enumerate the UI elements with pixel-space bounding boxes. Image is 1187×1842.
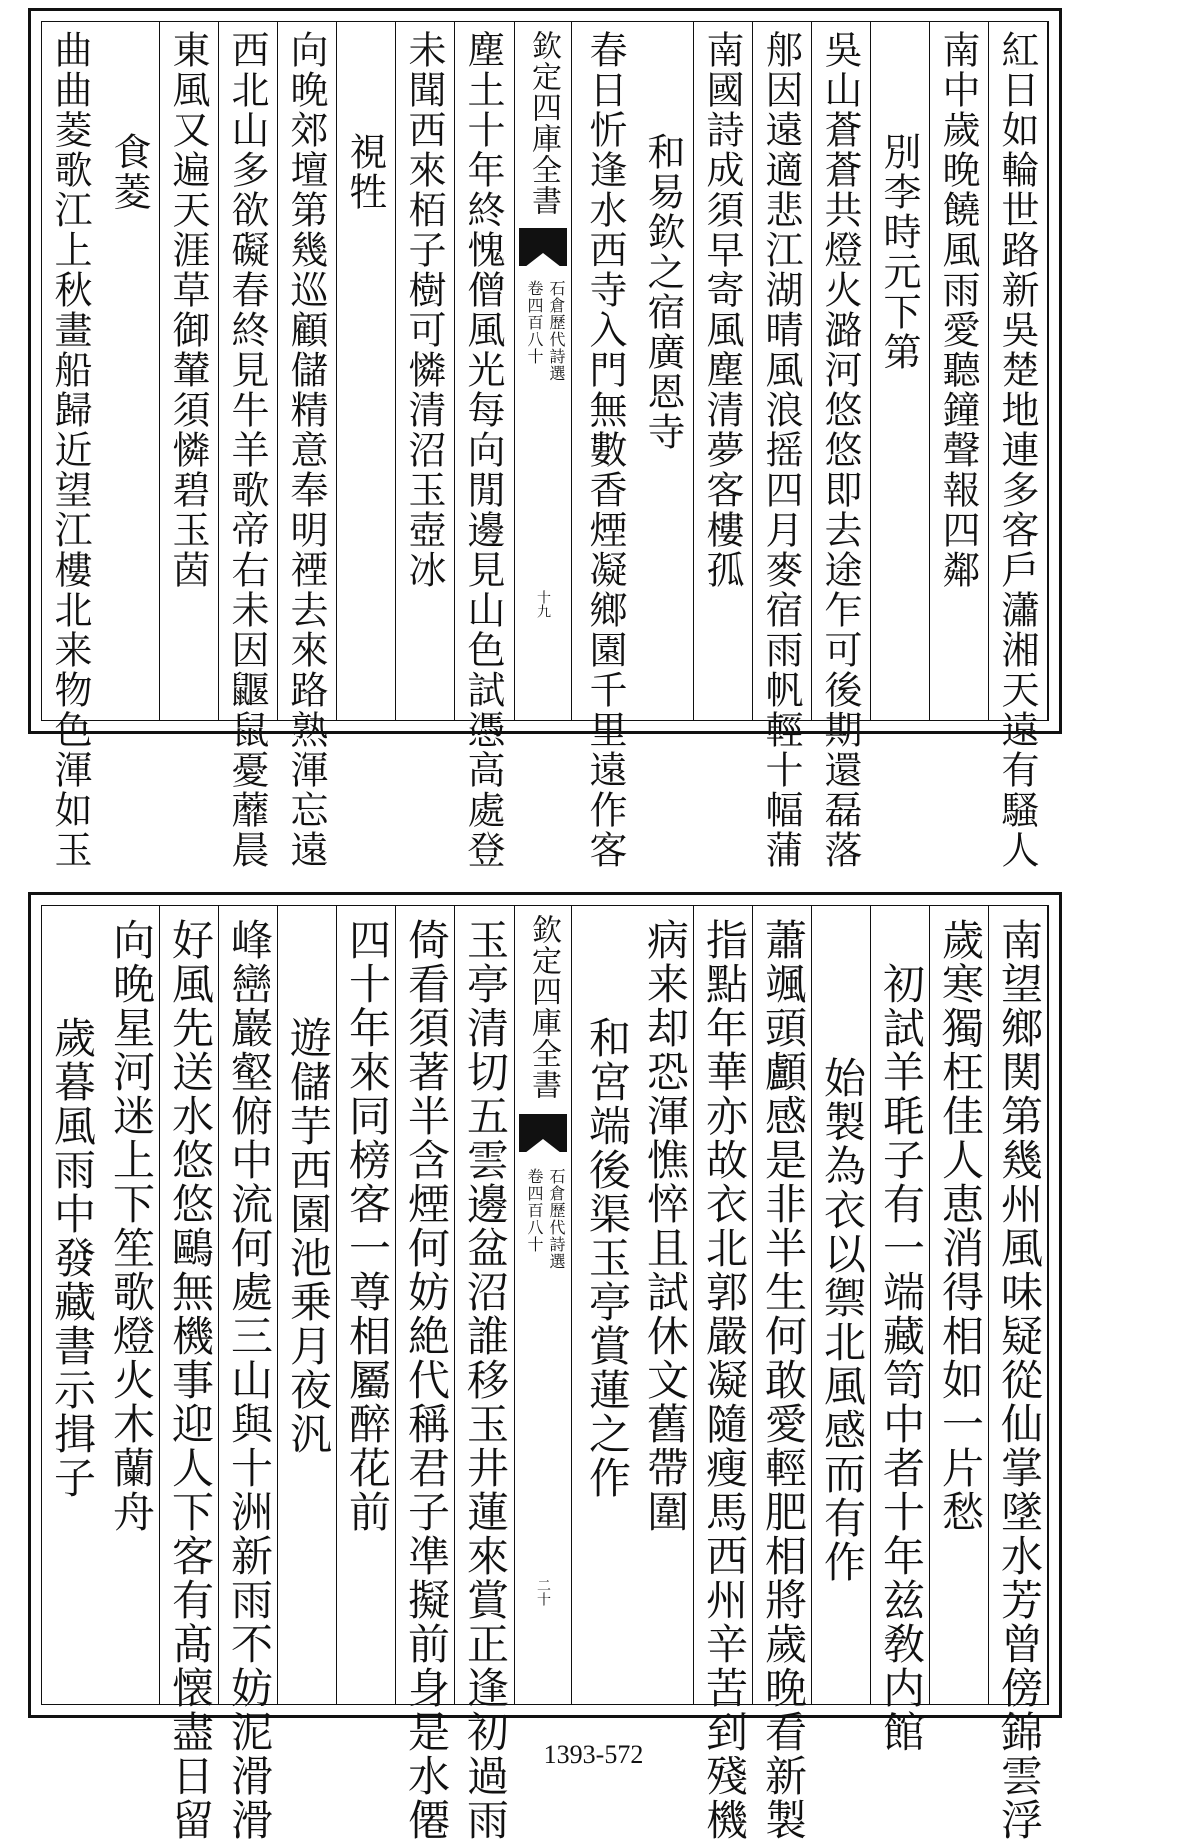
page-number: 十九 <box>535 590 551 618</box>
column-text: 吳山蒼蒼共燈火潞河悠悠即去途乍可後期還磊落 <box>818 30 862 870</box>
collection-title: 石倉歷代詩選 <box>547 280 566 382</box>
column-text: 西北山多欲礙春終見牛羊歌帝右未因鼴鼠憂蘼晨 <box>225 30 269 870</box>
column-text: 向晚郊壇第幾巡顧儲精意奉明禋去來路熟渾忘遠 <box>284 30 328 870</box>
text-column <box>577 22 635 870</box>
column-text: 峰巒巖壑俯中流何處三山與十洲新雨不妨泥滑滑 <box>225 918 274 1842</box>
collection-title: 石倉歷代詩選 <box>547 1168 566 1270</box>
top-page <box>28 8 1062 870</box>
text-column <box>635 906 694 1704</box>
volume-number: 卷四百八十 <box>525 280 544 365</box>
top-page-frame <box>41 21 1049 870</box>
text-column <box>694 906 753 1842</box>
text-column <box>101 22 160 720</box>
column-text: 南中歲晚饒風雨愛聽鐘聲報四鄰 <box>936 30 980 590</box>
column-text: 指點年華亦故衣北郭嚴凝隨瘦馬西州辛苦到殘機 <box>700 918 749 1842</box>
text-column <box>160 906 219 1842</box>
column-text: 歲暮風雨中發藏書示揖子 <box>48 1016 97 1500</box>
text-column <box>396 22 455 720</box>
text-column <box>812 906 871 1704</box>
column-text: 倚看須著半含煙何妨絶代稱君子凖擬前身是水僊 <box>402 918 451 1842</box>
column-text: 初試羊毦子有一端藏笥中者十年兹敎内館 <box>877 962 926 1754</box>
top-right-half <box>577 22 1048 870</box>
text-column <box>871 906 930 1754</box>
text-column <box>337 22 396 720</box>
column-text: 好風先送水悠悠鷗無機事迎人下客有髙懐盡日留 <box>166 918 215 1842</box>
text-column <box>160 22 219 720</box>
column-text: 始製為衣以禦北風感而有作 <box>818 1056 867 1584</box>
column-text: 曲曲菱歌江上秋畫船歸近望江樓北来物色渾如玉 <box>48 30 92 870</box>
text-column <box>989 22 1048 870</box>
text-column <box>337 906 396 1704</box>
text-column <box>753 22 812 870</box>
text-column <box>396 906 455 1842</box>
text-column <box>278 22 337 870</box>
column-text: 遊儲芋西園池乗月夜汎 <box>284 1016 333 1456</box>
column-text: 和易欽之宿廣恩寺 <box>641 132 685 452</box>
text-column <box>455 906 514 1842</box>
column-text: 和宮端後渠玉亭賞蓮之作 <box>583 1016 632 1500</box>
column-text: 蕭颯頭顱感是非半生何敢愛輕肥相將歲晚看新製 <box>759 918 808 1842</box>
book-title: 欽定四庫全書 <box>526 30 561 216</box>
page-footer-number: 1393-572 <box>543 1740 644 1769</box>
volume-number: 卷四百八十 <box>525 1168 544 1253</box>
text-column <box>635 22 694 720</box>
text-column <box>455 22 514 870</box>
text-column <box>101 906 160 1704</box>
text-column <box>219 906 278 1842</box>
top-center-column <box>514 22 572 720</box>
book-title: 欽定四庫全書 <box>526 914 561 1100</box>
text-column <box>42 906 101 1704</box>
column-text: 春日忻逢水西寺入門無數香煙凝鄉園千里遠作客 <box>583 30 627 870</box>
text-column <box>989 906 1048 1842</box>
column-text: 玉亭清切五雲邊盆沼誰移玉井蓮來賞正逢初過雨 <box>461 918 510 1842</box>
text-column <box>812 22 871 870</box>
text-column <box>219 22 278 870</box>
column-text: 四十年來同榜客一尊相屬醉花前 <box>343 918 392 1534</box>
column-text: 別李時元下第 <box>877 132 921 372</box>
bottom-left-half <box>42 906 514 1842</box>
bottom-center-column <box>514 906 572 1704</box>
column-text: 東風又遍天涯草御輦須憐碧玉茵 <box>166 30 210 590</box>
column-text: 未聞西來栢子樹可憐清沼玉壺冰 <box>402 30 446 590</box>
column-text: 紅日如輪世路新吳楚地連多客戶瀟湘天遠有騷人 <box>995 30 1039 870</box>
column-text: 南望鄉関第幾州風味疑從仙掌墜水芳曾傍錦雲浮 <box>995 918 1044 1842</box>
column-text: 食菱 <box>107 132 151 212</box>
text-column <box>930 22 989 720</box>
text-column <box>871 22 930 720</box>
column-text: 郍因遠適悲江湖晴風浪摇四月麥宿雨帆輕十幅蒲 <box>759 30 803 870</box>
text-column <box>753 906 812 1842</box>
top-left-half <box>42 22 514 870</box>
column-text: 向晚星河迷上下笙歌燈火木蘭舟 <box>107 918 156 1534</box>
fishtail-ornament <box>519 1114 567 1152</box>
text-column <box>930 906 989 1704</box>
text-column <box>577 906 635 1704</box>
column-text: 歲寒獨枉佳人恵消得相如一片愁 <box>936 918 985 1534</box>
column-text: 塵土十年終愧僧風光每向閒邊見山色試憑高處登 <box>461 30 505 870</box>
column-text: 南國詩成須早寄風塵清夢客樓孤 <box>700 30 744 590</box>
fishtail-ornament <box>519 228 567 266</box>
text-column <box>42 22 101 870</box>
text-column <box>694 22 753 720</box>
column-text: 視牲 <box>343 132 387 212</box>
column-text: 病来却恐渾憔悴且試休文舊帶圍 <box>641 918 690 1534</box>
text-column <box>278 906 337 1704</box>
page-number: 二十 <box>535 1578 551 1606</box>
